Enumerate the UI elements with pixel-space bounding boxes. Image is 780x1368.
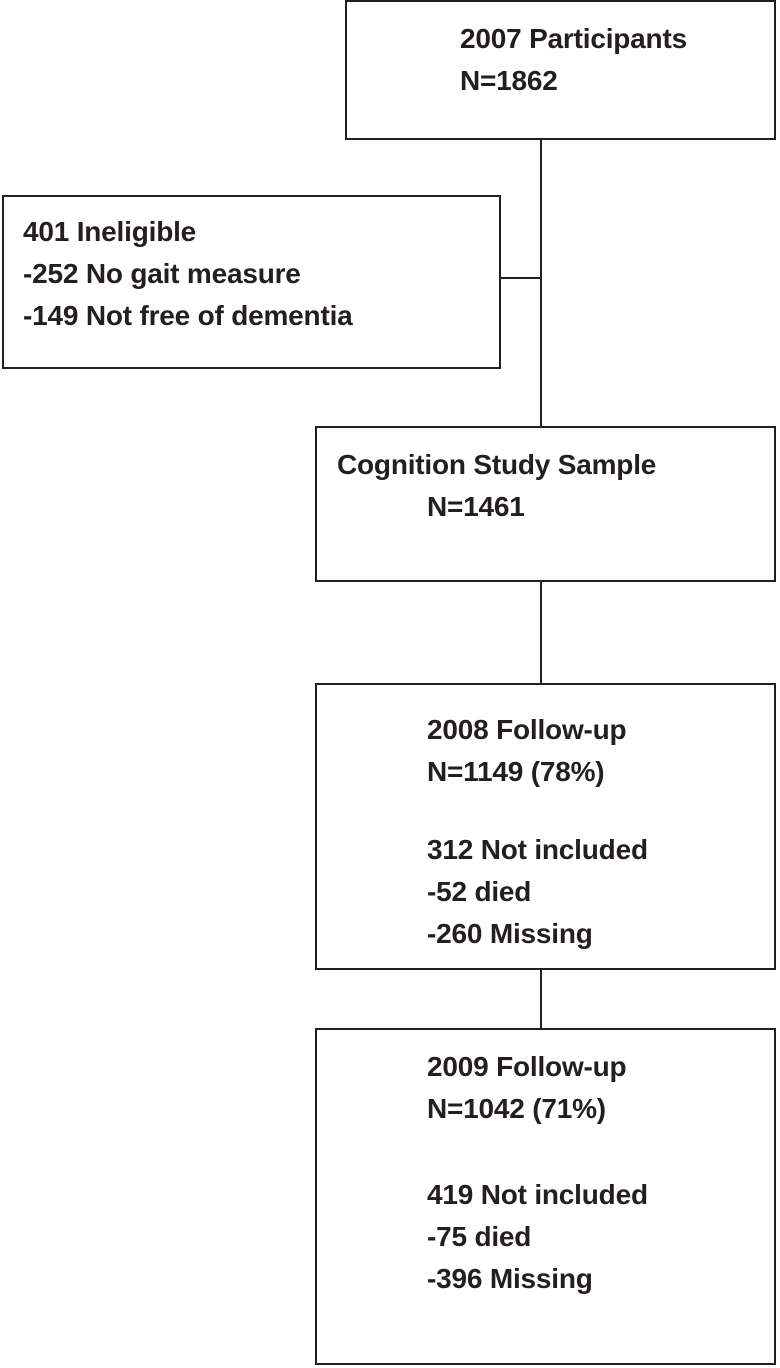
followup-2008-box [315,683,776,970]
ineligible-reason-gait: -252 No gait measure [23,258,301,289]
participants-title: 2007 Participants [460,23,687,54]
connector-2008-to-2009 [540,968,542,1030]
connector-branch-to-ineligible [499,277,542,279]
connector-sample-to-2008 [540,580,542,685]
participants-count: N=1862 [460,65,558,96]
cognition-sample-count: N=1461 [427,491,525,522]
followup-2009-count: N=1042 (71%) [427,1093,606,1124]
followup-2009-reason-missing: -396 Missing [427,1263,593,1294]
followup-2009-box [315,1028,776,1365]
followup-2009-title: 2009 Follow-up [427,1051,627,1082]
ineligible-box [2,195,501,369]
ineligible-title: 401 Ineligible [23,216,197,247]
followup-2009-reason-died: -75 died [427,1221,532,1252]
followup-2008-count: N=1149 (78%) [427,756,605,787]
ineligible-reason-dementia: -149 Not free of dementia [23,300,353,331]
followup-2008-excluded-title: 312 Not included [427,834,648,865]
cognition-sample-box [315,426,776,582]
connector-participants-to-sample [540,138,542,428]
cognition-sample-title: Cognition Study Sample [337,449,657,480]
followup-2008-reason-died: -52 died [427,876,532,907]
followup-2008-title: 2008 Follow-up [427,714,627,745]
followup-2008-reason-missing: -260 Missing [427,918,593,949]
followup-2009-excluded-title: 419 Not included [427,1179,648,1210]
participants-box [345,0,776,140]
